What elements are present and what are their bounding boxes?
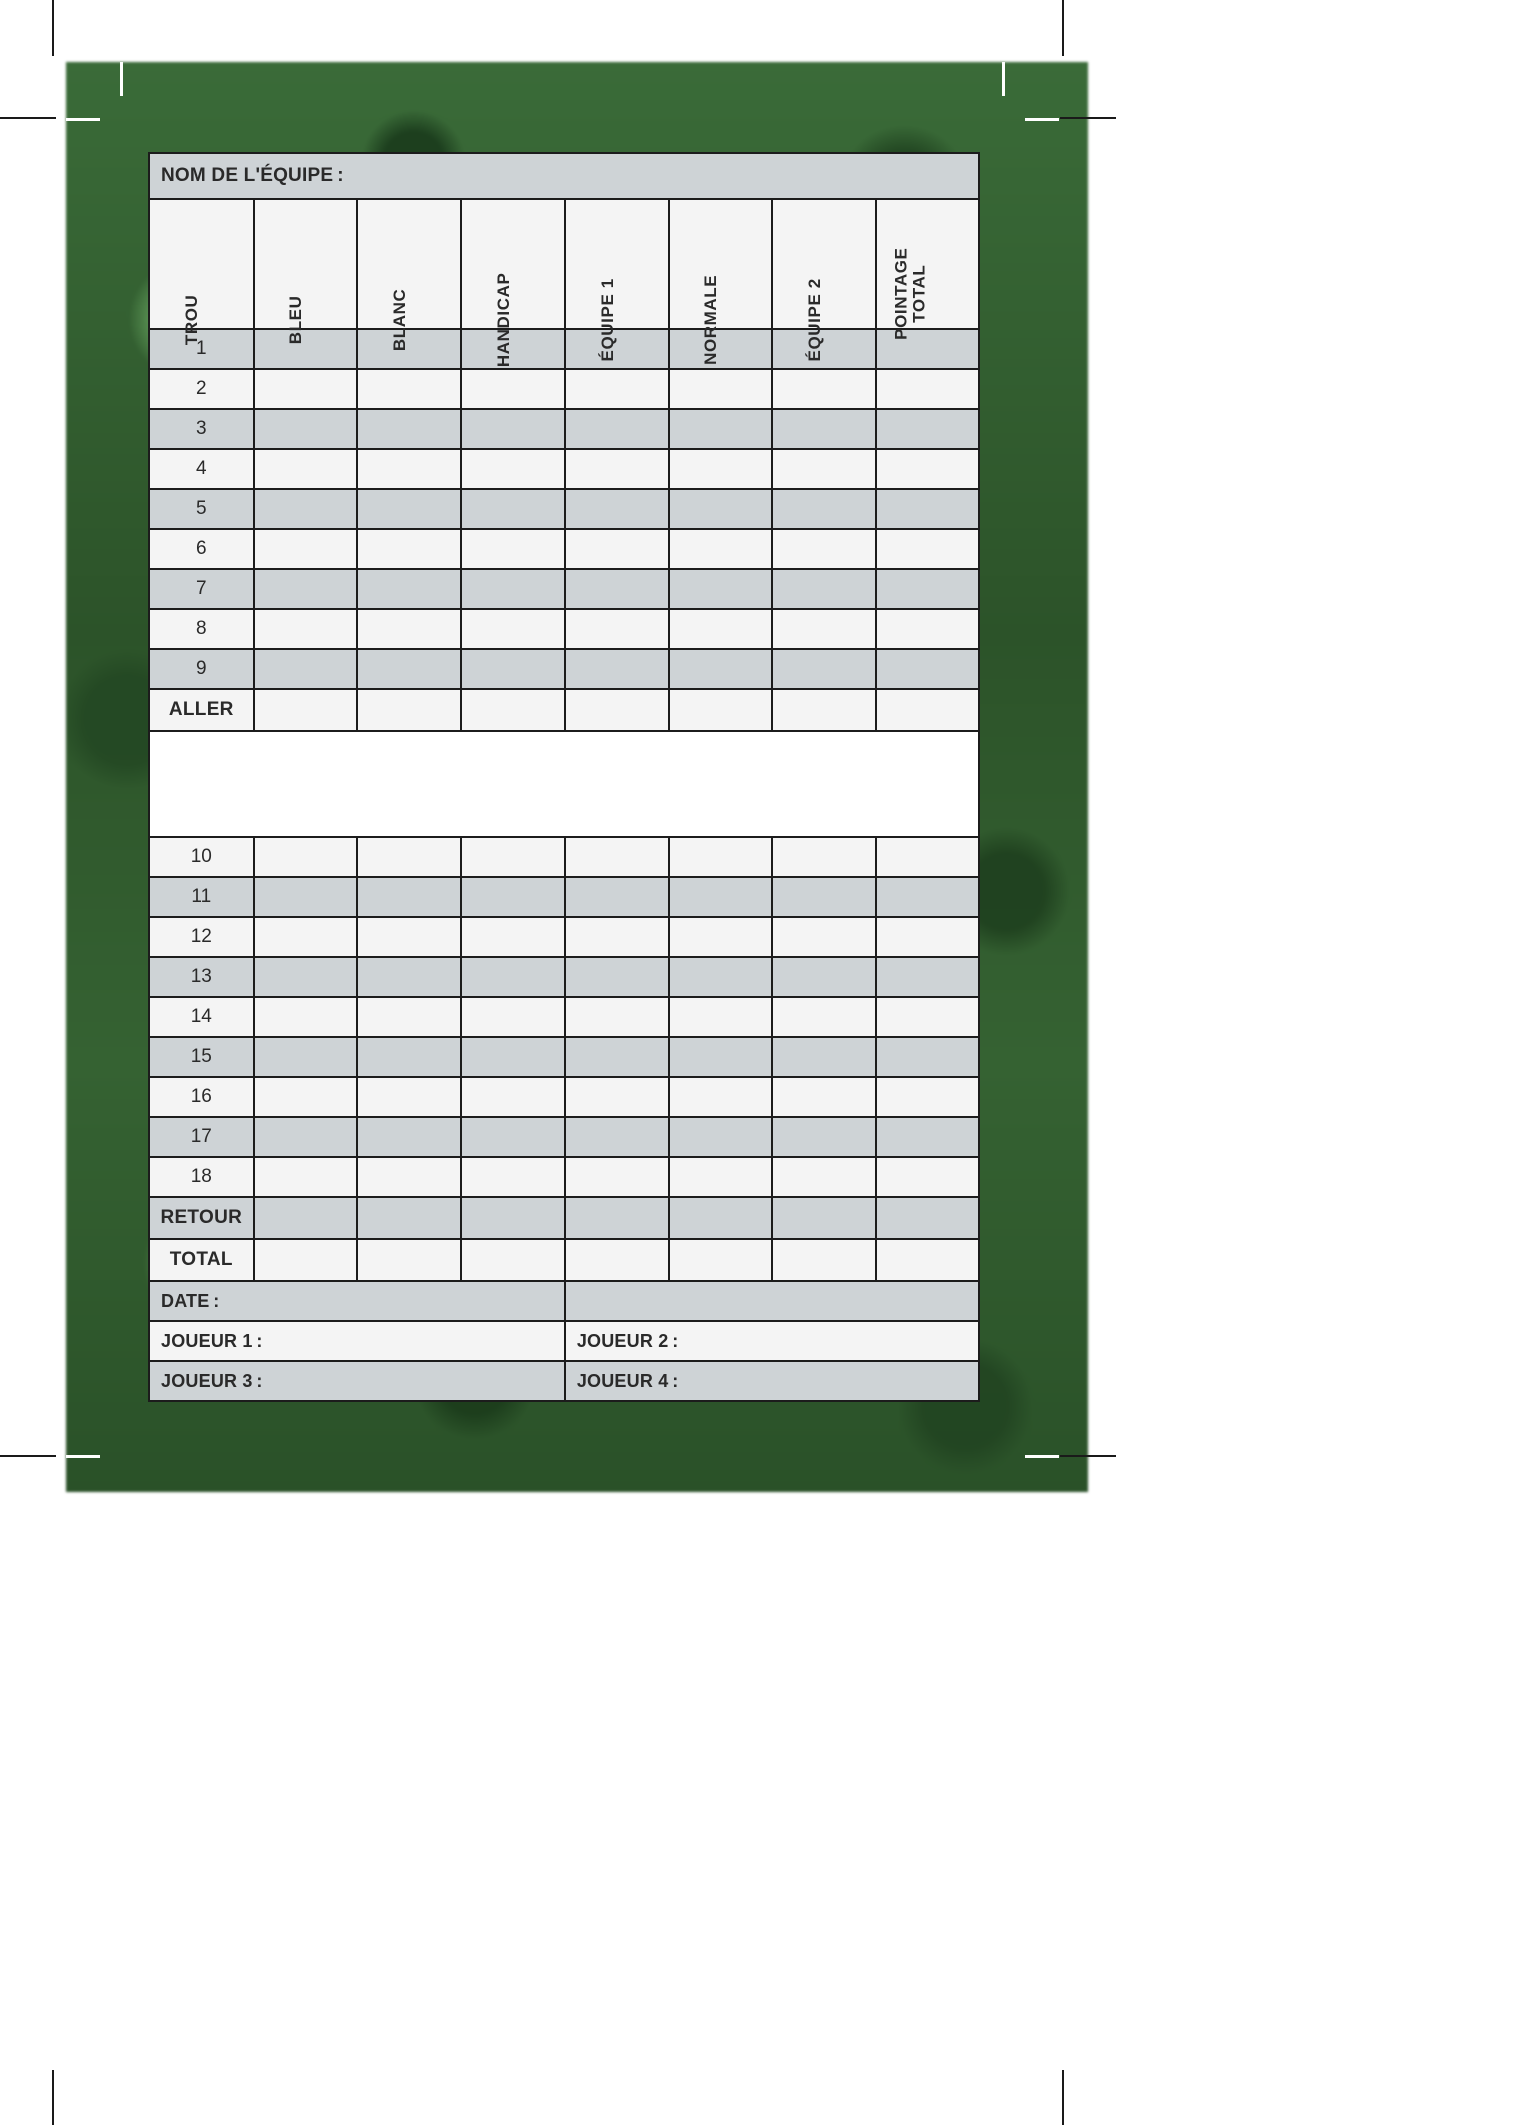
total-equipe1[interactable] xyxy=(566,1240,668,1280)
cell-equipe2[interactable] xyxy=(773,998,875,1036)
cell-handicap[interactable] xyxy=(462,490,564,528)
aller-handicap[interactable] xyxy=(462,690,564,730)
total-handicap[interactable] xyxy=(462,1240,564,1280)
cell-bleu[interactable] xyxy=(255,650,357,688)
cell-bleu[interactable] xyxy=(255,570,357,608)
cell-bleu[interactable] xyxy=(255,450,357,488)
hole-number: 11 xyxy=(150,878,253,916)
cell-normale[interactable] xyxy=(670,1158,772,1196)
cell-bleu[interactable] xyxy=(255,330,357,368)
cell-equipe2[interactable] xyxy=(773,570,875,608)
retour-equipe2[interactable] xyxy=(773,1198,875,1238)
cell-blanc[interactable] xyxy=(358,1038,460,1076)
cell-normale[interactable] xyxy=(670,1078,772,1116)
cell-equipe1[interactable] xyxy=(566,410,668,448)
cell-blanc[interactable] xyxy=(358,330,460,368)
retour-blanc[interactable] xyxy=(358,1198,460,1238)
cell-handicap[interactable] xyxy=(462,1038,564,1076)
cell-handicap[interactable] xyxy=(462,410,564,448)
cell-bleu[interactable] xyxy=(255,1038,357,1076)
cell-pointage[interactable] xyxy=(877,1038,978,1076)
date-value-field[interactable] xyxy=(566,1282,978,1320)
cell-equipe2[interactable] xyxy=(773,1038,875,1076)
cell-pointage[interactable] xyxy=(877,370,978,408)
cell-equipe1[interactable] xyxy=(566,530,668,568)
cell-equipe2[interactable] xyxy=(773,1078,875,1116)
player-1-label[interactable]: JOUEUR 1 : xyxy=(150,1322,564,1360)
separator-band xyxy=(150,732,978,836)
table-row xyxy=(150,370,978,408)
cell-equipe2[interactable] xyxy=(773,370,875,408)
cell-blanc[interactable] xyxy=(358,878,460,916)
table-row xyxy=(150,650,978,688)
cell-bleu[interactable] xyxy=(255,958,357,996)
column-header-equipe2-label: ÉQUIPE 2 xyxy=(805,278,825,362)
cell-blanc[interactable] xyxy=(358,490,460,528)
front-nine-total-row xyxy=(150,690,978,730)
aller-equipe1[interactable] xyxy=(566,690,668,730)
cell-equipe2[interactable] xyxy=(773,410,875,448)
total-bleu[interactable] xyxy=(255,1240,357,1280)
hole-number: 3 xyxy=(150,410,253,448)
column-header-trou xyxy=(150,200,253,346)
cell-handicap[interactable] xyxy=(462,530,564,568)
cell-bleu[interactable] xyxy=(255,1158,357,1196)
cell-pointage[interactable] xyxy=(877,410,978,448)
cell-blanc[interactable] xyxy=(358,530,460,568)
hole-number: 16 xyxy=(150,1078,253,1116)
cell-pointage[interactable] xyxy=(877,650,978,688)
cell-equipe1[interactable] xyxy=(566,958,668,996)
cell-normale[interactable] xyxy=(670,998,772,1036)
hole-number: 14 xyxy=(150,998,253,1036)
players-row-1 xyxy=(150,1322,978,1360)
cell-normale[interactable] xyxy=(670,878,772,916)
cell-equipe2[interactable] xyxy=(773,838,875,876)
cell-bleu[interactable] xyxy=(255,530,357,568)
table-row xyxy=(150,918,978,956)
cell-normale[interactable] xyxy=(670,330,772,368)
cell-pointage[interactable] xyxy=(877,958,978,996)
cell-equipe1[interactable] xyxy=(566,650,668,688)
cell-handicap[interactable] xyxy=(462,610,564,648)
hole-number: 18 xyxy=(150,1158,253,1196)
player-4-label[interactable]: JOUEUR 4 : xyxy=(566,1362,978,1400)
cell-bleu[interactable] xyxy=(255,410,357,448)
team-name-row xyxy=(150,154,978,198)
cell-equipe2[interactable] xyxy=(773,610,875,648)
column-header-pointage-total xyxy=(877,200,978,341)
cell-blanc[interactable] xyxy=(358,1158,460,1196)
cell-blanc[interactable] xyxy=(358,450,460,488)
hole-number: 17 xyxy=(150,1118,253,1156)
hole-number: 9 xyxy=(150,650,253,688)
table-row xyxy=(150,610,978,648)
hole-number: 13 xyxy=(150,958,253,996)
cell-equipe2[interactable] xyxy=(773,1118,875,1156)
cell-normale[interactable] xyxy=(670,958,772,996)
cell-handicap[interactable] xyxy=(462,1078,564,1116)
cell-pointage[interactable] xyxy=(877,1118,978,1156)
cell-pointage[interactable] xyxy=(877,1078,978,1116)
column-header-equipe1 xyxy=(566,200,668,362)
cell-handicap[interactable] xyxy=(462,1118,564,1156)
cell-equipe2[interactable] xyxy=(773,958,875,996)
cell-handicap[interactable] xyxy=(462,958,564,996)
cell-equipe2[interactable] xyxy=(773,330,875,368)
hole-number: 15 xyxy=(150,1038,253,1076)
cell-blanc[interactable] xyxy=(358,838,460,876)
table-row xyxy=(150,490,978,528)
table-row xyxy=(150,1038,978,1076)
column-header-bleu-label: BLEU xyxy=(286,295,306,345)
cell-bleu[interactable] xyxy=(255,1118,357,1156)
cell-bleu[interactable] xyxy=(255,1078,357,1116)
table-row xyxy=(150,1158,978,1196)
cell-bleu[interactable] xyxy=(255,370,357,408)
cell-equipe1[interactable] xyxy=(566,610,668,648)
cell-handicap[interactable] xyxy=(462,998,564,1036)
players-row-2 xyxy=(150,1362,978,1400)
cell-blanc[interactable] xyxy=(358,410,460,448)
cell-pointage[interactable] xyxy=(877,998,978,1036)
cell-handicap[interactable] xyxy=(462,918,564,956)
cell-normale[interactable] xyxy=(670,918,772,956)
total-label: TOTAL xyxy=(150,1240,253,1280)
hole-number: 4 xyxy=(150,450,253,488)
cell-blanc[interactable] xyxy=(358,1118,460,1156)
cell-blanc[interactable] xyxy=(358,650,460,688)
cell-pointage[interactable] xyxy=(877,1158,978,1196)
cell-equipe2[interactable] xyxy=(773,918,875,956)
hole-number: 12 xyxy=(150,918,253,956)
hole-number: 1 xyxy=(150,330,253,368)
cell-blanc[interactable] xyxy=(358,998,460,1036)
total-equipe2[interactable] xyxy=(773,1240,875,1280)
hole-number: 6 xyxy=(150,530,253,568)
hole-number: 7 xyxy=(150,570,253,608)
aller-blanc[interactable] xyxy=(358,690,460,730)
table-row xyxy=(150,878,978,916)
player-2-label[interactable]: JOUEUR 2 : xyxy=(566,1322,978,1360)
cell-pointage[interactable] xyxy=(877,838,978,876)
table-row xyxy=(150,330,978,368)
column-header-normale-label: NORMALE xyxy=(701,274,721,366)
cell-blanc[interactable] xyxy=(358,610,460,648)
cell-normale[interactable] xyxy=(670,610,772,648)
cell-normale[interactable] xyxy=(670,838,772,876)
date-row xyxy=(150,1282,978,1320)
cell-normale[interactable] xyxy=(670,1118,772,1156)
cell-pointage[interactable] xyxy=(877,490,978,528)
cell-handicap[interactable] xyxy=(462,878,564,916)
cell-pointage[interactable] xyxy=(877,918,978,956)
table-row xyxy=(150,998,978,1036)
separator-row xyxy=(150,732,978,836)
aller-bleu[interactable] xyxy=(255,690,357,730)
cell-pointage[interactable] xyxy=(877,570,978,608)
table-row xyxy=(150,958,978,996)
cell-equipe2[interactable] xyxy=(773,530,875,568)
hole-number: 10 xyxy=(150,838,253,876)
cell-equipe1[interactable] xyxy=(566,1038,668,1076)
cell-equipe1[interactable] xyxy=(566,918,668,956)
column-header-row xyxy=(150,200,978,328)
cell-equipe1[interactable] xyxy=(566,1078,668,1116)
hole-number: 5 xyxy=(150,490,253,528)
cell-equipe2[interactable] xyxy=(773,650,875,688)
cell-equipe2[interactable] xyxy=(773,450,875,488)
column-header-bleu xyxy=(255,200,357,345)
retour-label: RETOUR xyxy=(150,1198,253,1238)
retour-bleu[interactable] xyxy=(255,1198,357,1238)
column-header-handicap xyxy=(462,200,564,368)
cell-equipe1[interactable] xyxy=(566,1118,668,1156)
aller-normale[interactable] xyxy=(670,690,772,730)
cell-blanc[interactable] xyxy=(358,958,460,996)
cell-pointage[interactable] xyxy=(877,450,978,488)
cell-normale[interactable] xyxy=(670,450,772,488)
team-name-label[interactable]: NOM DE L'ÉQUIPE : xyxy=(150,154,978,198)
retour-normale[interactable] xyxy=(670,1198,772,1238)
cell-normale[interactable] xyxy=(670,1038,772,1076)
column-header-equipe2 xyxy=(773,200,875,362)
cell-bleu[interactable] xyxy=(255,490,357,528)
cell-handicap[interactable] xyxy=(462,650,564,688)
cell-equipe1[interactable] xyxy=(566,370,668,408)
grand-total-row xyxy=(150,1240,978,1280)
column-header-normale xyxy=(670,200,772,366)
retour-handicap[interactable] xyxy=(462,1198,564,1238)
cell-normale[interactable] xyxy=(670,650,772,688)
cell-equipe2[interactable] xyxy=(773,490,875,528)
cell-handicap[interactable] xyxy=(462,370,564,408)
cell-equipe1[interactable] xyxy=(566,1158,668,1196)
column-header-blanc xyxy=(358,200,460,352)
cell-bleu[interactable] xyxy=(255,878,357,916)
cell-blanc[interactable] xyxy=(358,570,460,608)
total-blanc[interactable] xyxy=(358,1240,460,1280)
total-normale[interactable] xyxy=(670,1240,772,1280)
table-row xyxy=(150,450,978,488)
back-nine-total-row xyxy=(150,1198,978,1238)
cell-equipe1[interactable] xyxy=(566,878,668,916)
cell-blanc[interactable] xyxy=(358,918,460,956)
cell-handicap[interactable] xyxy=(462,1158,564,1196)
hole-number: 8 xyxy=(150,610,253,648)
aller-label: ALLER xyxy=(150,690,253,730)
cell-pointage[interactable] xyxy=(877,530,978,568)
cell-handicap[interactable] xyxy=(462,838,564,876)
cell-handicap[interactable] xyxy=(462,570,564,608)
player-3-label[interactable]: JOUEUR 3 : xyxy=(150,1362,564,1400)
cell-normale[interactable] xyxy=(670,370,772,408)
cell-equipe2[interactable] xyxy=(773,1158,875,1196)
cell-equipe1[interactable] xyxy=(566,998,668,1036)
column-header-pointage-total-label: POINTAGE TOTAL xyxy=(890,247,928,341)
cell-handicap[interactable] xyxy=(462,450,564,488)
column-header-trou-label: TROU xyxy=(182,294,202,346)
scorecard-table xyxy=(148,152,980,1402)
table-row xyxy=(150,570,978,608)
table-row xyxy=(150,838,978,876)
cell-equipe1[interactable] xyxy=(566,570,668,608)
cell-pointage[interactable] xyxy=(877,878,978,916)
retour-equipe1[interactable] xyxy=(566,1198,668,1238)
cell-normale[interactable] xyxy=(670,570,772,608)
retour-pointage[interactable] xyxy=(877,1198,978,1238)
cell-normale[interactable] xyxy=(670,410,772,448)
cell-equipe1[interactable] xyxy=(566,490,668,528)
cell-equipe2[interactable] xyxy=(773,878,875,916)
date-label[interactable]: DATE : xyxy=(150,1282,564,1320)
column-header-handicap-label: HANDICAP xyxy=(494,272,514,368)
cell-equipe1[interactable] xyxy=(566,838,668,876)
total-pointage[interactable] xyxy=(877,1240,978,1280)
cell-equipe1[interactable] xyxy=(566,450,668,488)
scorecard-body xyxy=(150,154,978,1400)
column-header-equipe1-label: ÉQUIPE 1 xyxy=(597,278,617,362)
cell-blanc[interactable] xyxy=(358,1078,460,1116)
cell-bleu[interactable] xyxy=(255,610,357,648)
cell-bleu[interactable] xyxy=(255,838,357,876)
table-row xyxy=(150,1078,978,1116)
table-row xyxy=(150,410,978,448)
cell-blanc[interactable] xyxy=(358,370,460,408)
cell-normale[interactable] xyxy=(670,530,772,568)
cell-pointage[interactable] xyxy=(877,610,978,648)
column-header-blanc-label: BLANC xyxy=(390,288,410,352)
cell-normale[interactable] xyxy=(670,490,772,528)
cell-bleu[interactable] xyxy=(255,918,357,956)
scorecard xyxy=(148,152,980,1402)
table-row xyxy=(150,530,978,568)
aller-equipe2[interactable] xyxy=(773,690,875,730)
table-row xyxy=(150,1118,978,1156)
cell-bleu[interactable] xyxy=(255,998,357,1036)
aller-pointage[interactable] xyxy=(877,690,978,730)
hole-number: 2 xyxy=(150,370,253,408)
